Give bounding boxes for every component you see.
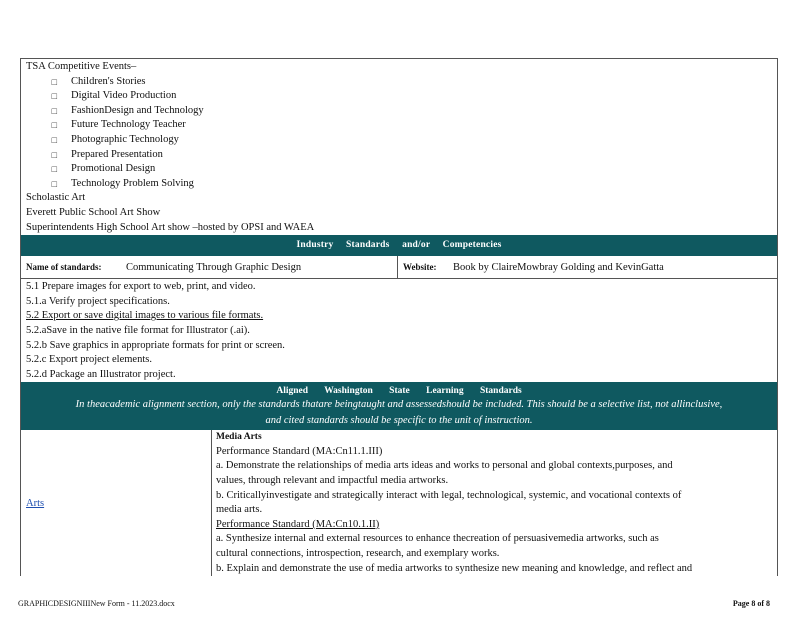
tsa-event-label: Technology Problem Solving [71, 177, 194, 189]
bullet-icon: □ [51, 134, 57, 145]
tsa-event-label: Prepared Presentation [71, 148, 163, 160]
arts-standard-line: a. Synthesize internal and external resources to enhance thecreation of persuasivemedia artworks, such as [216, 533, 659, 545]
tsa-heading: TSA Competitive Events– [26, 61, 137, 72]
arts-standard-line: cultural connections, introspection, research, and exemplary works. [216, 548, 500, 560]
competitions-section [21, 59, 777, 235]
tsa-event-item [21, 118, 777, 133]
tsa-event-item [21, 133, 777, 148]
name-of-standards-label: Name of standards: [26, 262, 102, 273]
tsa-event-label: Future Technology Teacher [71, 119, 186, 131]
standard-item: 5.2.aSave in the native file format for Illustrator (.ai). [26, 324, 250, 336]
arts-standard-line: b. Explain and demonstrate the use of media artworks to synthesize new meaning and knowledge, and reflect and [216, 562, 693, 574]
arts-standard-line: a. Demonstrate the relationships of media arts ideas and works to personal and global contexts,purposes, and [216, 460, 673, 472]
industry-standards-band: Industry Standards and/or Competencies [21, 235, 777, 256]
tsa-event-item [21, 75, 777, 90]
arts-standard-line: media arts. [216, 504, 263, 516]
other-event-line: Everett Public School Art Show [26, 206, 161, 218]
other-events-list [21, 191, 777, 235]
standard-item: 5.2.b Save graphics in appropriate formats for print or screen. [26, 339, 285, 351]
name-of-standards-value: Communicating Through Graphic Design [126, 261, 302, 273]
tsa-event-label: Promotional Design [71, 163, 156, 175]
arts-standard-line: Performance Standard (MA:Cn11.1.III) [216, 445, 383, 457]
tsa-event-label: FashionDesign and Technology [71, 104, 204, 116]
document-body [20, 58, 777, 576]
tsa-event-item [21, 162, 777, 177]
other-event-line: Scholastic Art [26, 192, 86, 204]
standard-item: 5.1.a Verify project specifications. [26, 295, 170, 307]
arts-standard-line: Performance Standard (MA:Cn10.1.II) [216, 518, 380, 530]
arts-standards-row [21, 430, 777, 576]
other-event-line: Superintendents High School Art show –hosted by OPSI and WAEA [26, 221, 315, 233]
bullet-icon: □ [51, 164, 57, 175]
standard-item: 5.2.c Export project elements. [26, 354, 152, 366]
bullet-icon: □ [51, 91, 57, 102]
bullet-icon: □ [51, 149, 57, 160]
bullet-icon: □ [51, 105, 57, 116]
tsa-event-label: Photographic Technology [71, 133, 179, 145]
standard-item: 5.2.d Package an Illustrator project. [26, 368, 176, 380]
standard-item: 5.1 Prepare images for export to web, print, and video. [26, 281, 256, 293]
standards-list [21, 279, 777, 382]
arts-standard-line: b. Criticallyinvestigate and strategically interact with legal, technological, systemic, and vocational contexts of [216, 489, 682, 501]
arts-standards-text [212, 430, 777, 576]
arts-standard-line: values, through relevant and impactful media artworks. [216, 475, 449, 487]
tsa-event-item [21, 89, 777, 104]
washington-band-instruction-2: and cited standards should be specific to the unit of instruction. [265, 415, 533, 427]
tsa-event-label: Children's Stories [71, 75, 146, 87]
washington-standards-band [21, 382, 777, 430]
website-label: Website: [403, 262, 437, 273]
tsa-event-label: Digital Video Production [71, 90, 177, 102]
footer-page-number: Page 8 of 8 [732, 599, 770, 608]
washington-band-instruction-1: In theacademic alignment section, only the standards thatare beingtaught and assessedshould be included. This should be a selective list, not allinclusive, [75, 399, 723, 411]
tsa-event-item [21, 104, 777, 119]
washington-band-title: Aligned Washington State Learning Standards [276, 386, 522, 397]
form-table [20, 58, 778, 576]
bullet-icon: □ [51, 178, 57, 189]
arts-subject-link[interactable]: Arts [26, 497, 45, 509]
bullet-icon: □ [51, 120, 57, 131]
arts-heading: Media Arts [216, 432, 262, 443]
bullet-icon: □ [51, 76, 57, 87]
tsa-event-item [21, 177, 777, 192]
standards-name-row [21, 256, 777, 279]
tsa-event-item [21, 148, 777, 163]
website-value: Book by ClaireMowbray Golding and KevinGatta [453, 261, 664, 273]
tsa-events-list [21, 75, 777, 192]
standard-item: 5.2 Export or save digital images to various file formats. [26, 310, 264, 322]
footer-filename: GRAPHICDESIGNIIINew Form - 11.2023.docx [18, 599, 175, 608]
